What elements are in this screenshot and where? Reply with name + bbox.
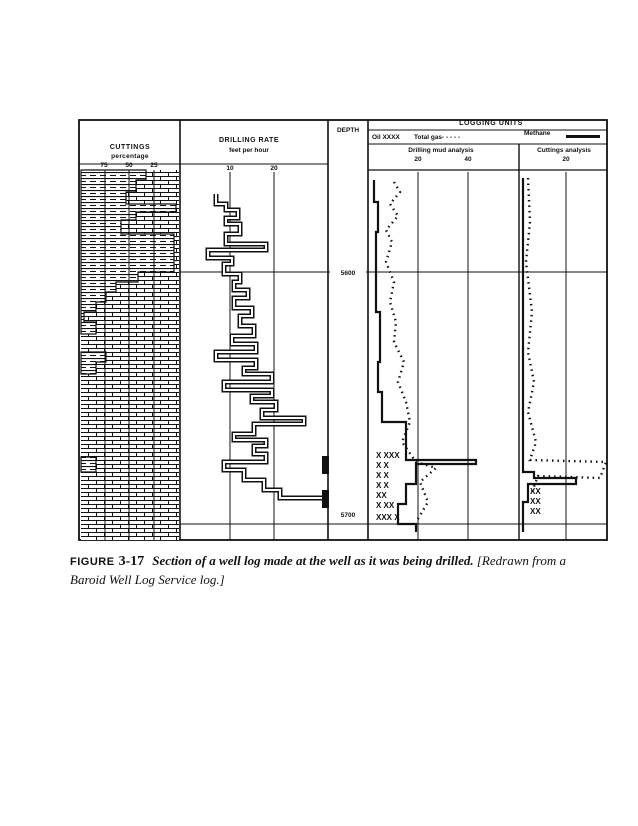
- mud-tick-40: 40: [464, 156, 472, 163]
- mud-oil-marks-2: X X: [376, 461, 389, 470]
- mud-analysis-title: Drilling mud analysis: [408, 147, 474, 154]
- mud-methane-curve: [374, 180, 476, 532]
- cuttings-title: CUTTINGS: [109, 144, 151, 151]
- cuttings-tick-50: 50: [125, 162, 133, 169]
- mud-tick-20: 20: [414, 156, 422, 163]
- cuttings-oil-marks-3: XX: [530, 507, 541, 516]
- depth-marker-block-upper: [322, 456, 329, 474]
- legend-methane-line: [566, 135, 600, 138]
- legend-methane: Methane: [524, 130, 551, 137]
- depth-title: DEPTH: [336, 127, 360, 134]
- cuttings-tick-25: 25: [150, 162, 158, 169]
- drilling-rate-tick-10: 10: [226, 165, 234, 172]
- cuttings-analysis-tick-20: 20: [562, 156, 570, 163]
- mud-oil-marks-7: XXX X: [376, 513, 400, 522]
- caption-source: [Redrawn from a Baroid Well Log Service log.]: [70, 553, 566, 587]
- drilling-rate-gridlines: [230, 172, 274, 540]
- drilling-rate-title: DRILLING RATE: [218, 137, 280, 144]
- mud-oil-marks: X XXX: [376, 451, 400, 460]
- mud-oil-marks-4: X X: [376, 481, 389, 490]
- cuttings-oil-marks: XX: [530, 487, 541, 496]
- mud-oil-marks-6: X XX: [376, 501, 395, 510]
- cuttings-methane-curve: [523, 178, 576, 532]
- cuttings-tick-75: 75: [100, 162, 108, 169]
- depth-marker-block-lower: [322, 490, 329, 508]
- logging-units-title: LOGGING UNITS: [459, 120, 523, 127]
- well-log-figure: [76, 112, 610, 542]
- cuttings-analysis-title: Cuttings analysis: [537, 147, 591, 154]
- legend-total-gas: Total gas- - - - -: [414, 134, 461, 141]
- mud-oil-marks-3: X X: [376, 471, 389, 480]
- drilling-rate-tick-20: 20: [270, 165, 278, 172]
- legend-oil: Oil XXXX: [372, 134, 400, 141]
- caption-number: 3-17: [118, 554, 145, 569]
- cuttings-oil-marks-2: XX: [530, 497, 541, 506]
- mud-oil-marks-5: XX: [376, 491, 387, 500]
- depth-label-5700: 5700: [330, 512, 366, 519]
- mud-analysis-gridlines: [418, 172, 468, 540]
- caption-text: Section of a well log made at the well as it was being drilled.: [152, 553, 474, 568]
- cuttings-subtitle: percentage: [111, 153, 149, 160]
- figure-caption: [70, 552, 590, 588]
- depth-label-5600: 5600: [330, 270, 366, 277]
- well-log-chart: [76, 112, 610, 542]
- drilling-rate-subtitle: feet per hour: [229, 147, 269, 154]
- mud-total-gas-curve: [386, 182, 436, 522]
- caption-label: FIGURE: [70, 556, 115, 568]
